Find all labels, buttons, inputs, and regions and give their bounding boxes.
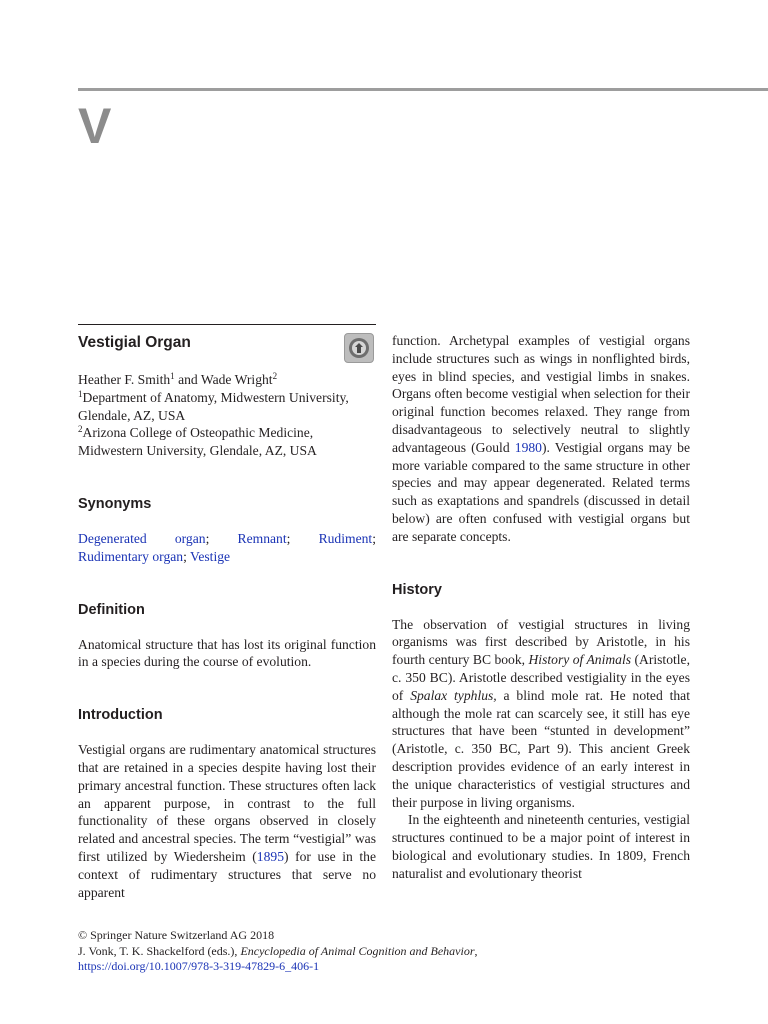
author-conjunction: and — [174, 372, 201, 387]
synonym-link[interactable]: Vestige — [190, 548, 231, 564]
citation-italic: Encyclopedia of Animal Cognition and Behavior — [240, 943, 475, 958]
citation-link-1980[interactable]: 1980 — [514, 439, 542, 455]
title-rule — [78, 324, 376, 325]
introduction-heading: Introduction — [78, 707, 163, 724]
affiliation-text: Department of Anatomy, Midwestern University, Glendale, AZ, USA — [78, 389, 349, 423]
citation-text: , — [474, 943, 478, 958]
synonym-link[interactable]: Rudiment — [318, 530, 373, 546]
synonyms-list — [78, 530, 376, 566]
history-heading: History — [392, 581, 442, 598]
history-text: The observation of vestigial structures in living organisms was first described by Aristotle, in his fourth century BC book, — [392, 616, 690, 668]
synonym-link[interactable]: Degenerated organ — [78, 530, 206, 546]
definition-heading: Definition — [78, 601, 145, 618]
history-paragraph-1 — [392, 616, 690, 812]
introduction-paragraph — [78, 741, 376, 901]
footer — [78, 928, 478, 975]
citation — [78, 944, 478, 960]
history-text: a blind mole rat. He noted that although the mole rat can scarcely see, it still has eye structures that have been “stunted in development” (Aristotle, c. 350 BC, Part 9). This ancient Greek description provides evidence of an early interest in the unique characteristics of vestigial structures and their purpose in living organisms. — [392, 687, 690, 810]
doi-link[interactable]: https://doi.org/10.1007/978-3-319-47829-6_406-1 — [78, 959, 320, 973]
title-row — [78, 331, 376, 357]
affiliation — [78, 389, 376, 425]
author-line — [78, 371, 376, 389]
synonym-separator: ; — [372, 530, 376, 546]
left-column — [78, 324, 376, 901]
article-title: Vestigial Organ — [78, 334, 191, 351]
history-paragraph-2: In the eighteenth and nineteenth centuries, vestigial structures continued to be a major point of interest in biological and evolutionary studies. In 1809, French naturalist and evolutionary theorist — [392, 812, 690, 881]
affiliation-sup: 2 — [78, 424, 83, 435]
affiliation — [78, 424, 376, 460]
chapter-letter: V — [78, 98, 112, 154]
synonyms-heading: Synonyms — [78, 495, 152, 512]
history-text: (Aristotle, c. 350 BC). Aristotle described vestigiality in the eyes of — [392, 652, 690, 703]
copyright: © Springer Nature Switzerland AG 2018 — [78, 928, 275, 942]
definition-text: Anatomical structure that has lost its original function in a species during the course of evolution. — [78, 636, 376, 670]
synonym-link[interactable]: Remnant — [237, 530, 287, 546]
intro-text: ). Vestigial organs may be more variable compared to the same structure in other species and may appear degenerated. Related terms such as exaptations and spandrels (discussed in detail below) are often confused with vestigial organs but are separate concepts. — [392, 439, 691, 544]
intro-text: ) for use in the context of rudimentary structures that serve no apparent — [78, 848, 376, 900]
top-rule — [78, 88, 768, 91]
citation-link-1895[interactable]: 1895 — [256, 848, 284, 864]
crossmark-icon[interactable] — [344, 333, 374, 363]
synonym-separator: ; — [286, 530, 319, 546]
citation-text: J. Vonk, T. K. Shackelford (eds.), — [78, 943, 241, 958]
history-italic: Spalax typhlus, — [410, 687, 497, 703]
author-name: Heather F. Smith — [78, 372, 171, 387]
author-sup: 1 — [170, 371, 175, 381]
intro-text: function. Archetypal examples of vestigial organs include structures such as wings in nonflighted birds, eyes in blind species, and vestigial limbs in snakes. Organs often become vestigial when selection for their original function becomes relaxed. They range from disadvantageous to selectively neutral to slightly advantageous (Gould — [392, 333, 690, 455]
author-name: Wade Wright — [200, 372, 273, 387]
synonym-separator: ; — [183, 548, 191, 564]
synonym-separator: ; — [205, 530, 238, 546]
right-column — [392, 332, 690, 883]
doi-line — [78, 959, 478, 975]
affiliation-text: Arizona College of Osteopathic Medicine, Midwestern University, Glendale, AZ, USA — [78, 425, 317, 459]
synonym-link[interactable]: Rudimentary organ — [78, 548, 184, 564]
authors-block — [78, 371, 376, 460]
author-sup: 2 — [272, 371, 278, 381]
affiliation-sup: 1 — [78, 388, 83, 399]
intro-text: Vestigial organs are rudimentary anatomical structures that are retained in a species despite having lost their primary ancestral function. These structures often lack an apparent purpose, in contrast to the full functionality of these organs observed in closely related and ancestral species. The term “vestigial” was first utilized by Wiedersheim ( — [78, 742, 376, 864]
history-italic: History of Animals — [528, 652, 632, 668]
introduction-continued — [392, 332, 690, 546]
